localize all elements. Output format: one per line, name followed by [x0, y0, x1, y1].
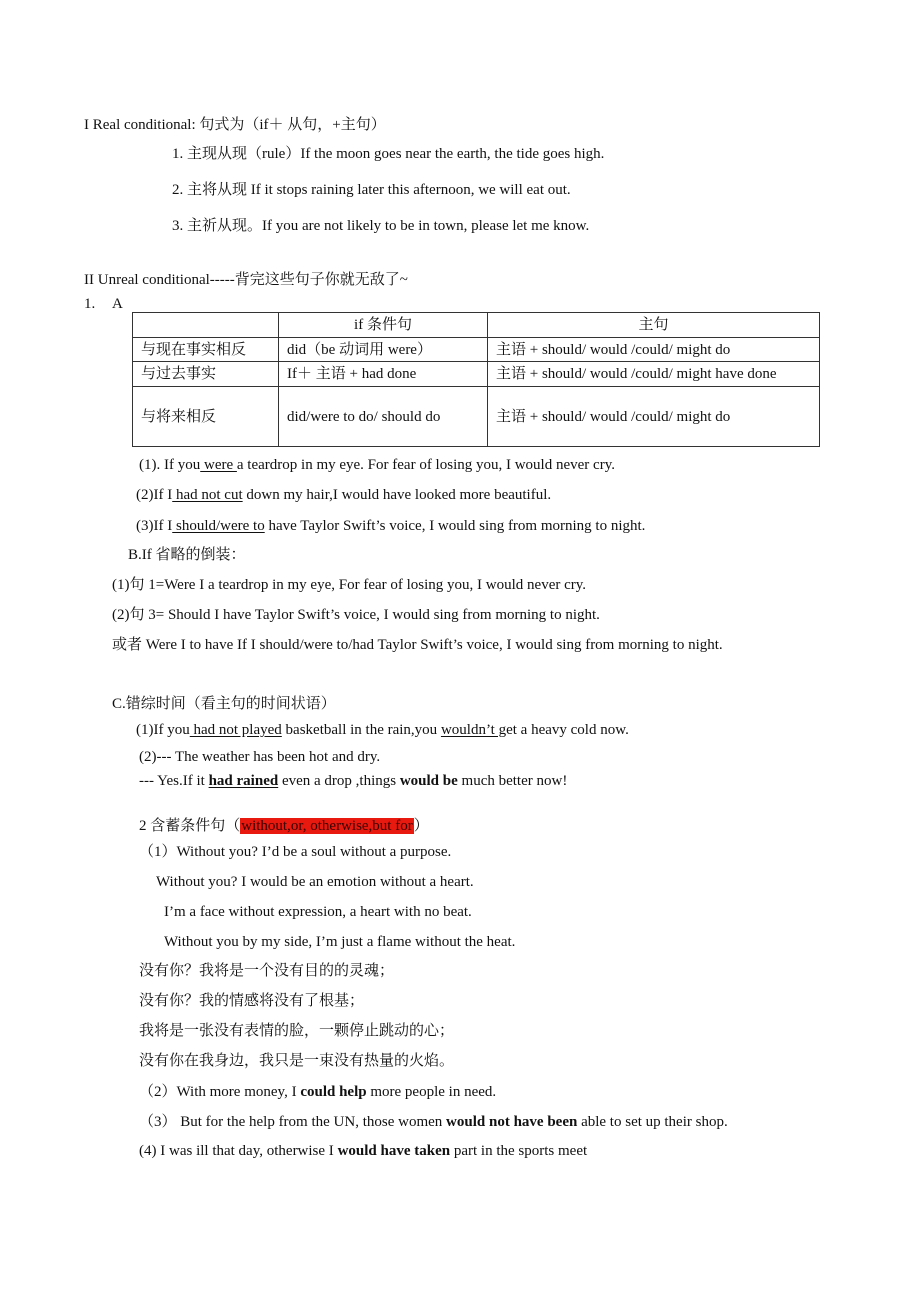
translation-line-4: 没有你在我身边，我只是一束没有热量的火焰。 [139, 1053, 455, 1069]
real-conditional-item-3: 3. 主祈从现。If you are not likely to be in town, please let me know. [172, 218, 590, 234]
subsection-c-title: C.错综时间（看主句的时间状语） [112, 696, 336, 712]
example-b-2: (2)句 3= Should I have Taylor Swift’s voice, I would sing from morning to night. [112, 607, 600, 623]
example-implicit-3: （3） But for the help from the UN, those women would not have been able to set up their shop. [139, 1114, 728, 1130]
table-cell: 与现在事实相反 [133, 338, 279, 362]
subsection-a-letter: A [112, 296, 123, 312]
table-cell: 与将来相反 [133, 387, 279, 447]
example-c-2-answer: --- Yes.If it had rained even a drop ,things would be much better now! [139, 773, 568, 789]
table-header-cell: 主句 [488, 313, 820, 338]
table-row [133, 362, 820, 387]
underlined-verb: were [200, 457, 237, 473]
subsection-b-title: B.If 省略的倒装： [128, 547, 246, 563]
example-a-3: (3)If I should/were to have Taylor Swift’s voice, I would sing from morning to night. [136, 518, 646, 534]
real-conditional-item-1: 1. 主现从现（rule）If the moon goes near the earth, the tide goes high. [172, 146, 605, 162]
translation-line-1: 没有你？我将是一个没有目的的灵魂； [139, 963, 395, 979]
conditional-table [132, 312, 820, 447]
poem-line-4: Without you by my side, I’m just a flame without the heat. [164, 934, 516, 950]
table-cell: did/were to do/ should do [279, 387, 488, 447]
example-b-1: (1)句 1=Were I a teardrop in my eye, For fear of losing you, I would never cry. [112, 577, 587, 593]
table-cell: 主语 + should/ would /could/ might do [488, 387, 820, 447]
section-2-title: II Unreal conditional-----背完这些句子你就无敌了~ [84, 272, 408, 288]
translation-line-3: 我将是一张没有表情的脸，一颗停止跳动的心； [139, 1023, 455, 1039]
example-a-2: (2)If I had not cut down my hair,I would have looked more beautiful. [136, 487, 552, 503]
example-b-3: 或者 Were I to have If I should/were to/had Taylor Swift’s voice, I would sing from morning to night. [112, 637, 723, 653]
table-cell: If＋ 主语 + had done [279, 362, 488, 387]
table-cell: 与过去事实 [133, 362, 279, 387]
subsection-a-number: 1. [84, 296, 96, 312]
table-header-cell [133, 313, 279, 338]
poem-line-3: I’m a face without expression, a heart with no beat. [164, 904, 472, 920]
highlighted-keywords: without,or, otherwise,but for [241, 818, 413, 834]
real-conditional-item-2: 2. 主将从现 If it stops raining later this afternoon, we will eat out. [172, 182, 571, 198]
underlined-verb: should/were to [172, 518, 265, 534]
example-c-2-question: (2)--- The weather has been hot and dry. [139, 749, 381, 765]
table-row [133, 338, 820, 362]
implicit-conditional-title: 2 含蓄条件句（without,or, otherwise,but for） [139, 818, 429, 834]
table-cell: did（be 动词用 were） [279, 338, 488, 362]
table-header-row [133, 313, 820, 338]
table-cell: 主语 + should/ would /could/ might have done [488, 362, 820, 387]
translation-line-2: 没有你？我的情感将没有了根基； [139, 993, 365, 1009]
poem-line-2: Without you? I would be an emotion without a heart. [156, 874, 474, 890]
table-cell: 主语 + should/ would /could/ might do [488, 338, 820, 362]
table-row [133, 387, 820, 447]
table-header-cell: if 条件句 [279, 313, 488, 338]
section-1-title: I Real conditional: 句式为（if＋ 从句，+主句） [84, 117, 386, 133]
poem-line-1: （1）Without you? I’d be a soul without a purpose. [139, 844, 452, 860]
example-c-1: (1)If you had not played basketball in the rain,you wouldn’t get a heavy cold now. [136, 722, 629, 738]
example-implicit-4: (4) I was ill that day, otherwise I would have taken part in the sports meet [139, 1143, 588, 1159]
example-implicit-2: （2）With more money, I could help more people in need. [139, 1084, 497, 1100]
underlined-verb: had not cut [172, 487, 243, 503]
example-a-1: (1). If you were a teardrop in my eye. For fear of losing you, I would never cry. [139, 457, 615, 473]
